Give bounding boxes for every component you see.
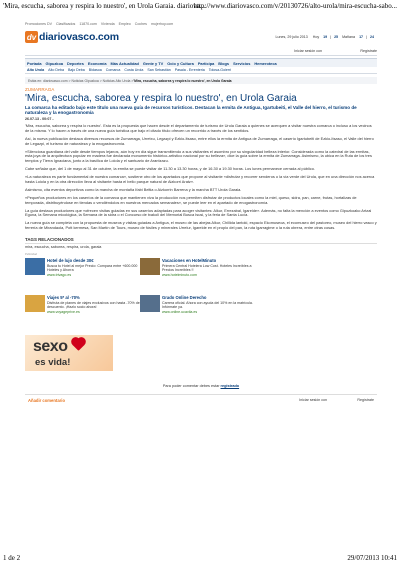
nav-item[interactable]: Hemeroteca: [254, 60, 277, 66]
ads-label: Publicidad: [25, 253, 37, 257]
ads-block: [25, 253, 377, 333]
top-links: [25, 22, 377, 28]
top-link[interactable]: Empleo: [118, 22, 131, 26]
ad-description: Disfruta de planes de viajes exclusivos con hasta -70% de descuento. ¡Hazlo socio ahora! www.voyageprive.es: [47, 301, 140, 314]
ad-image: [25, 258, 45, 275]
print-footer: [0, 554, 400, 564]
add-comment-label[interactable]: Añadir comentario: [28, 398, 65, 404]
top-link[interactable]: mujerhoy.com: [150, 22, 174, 26]
ad-banner[interactable]: [25, 335, 113, 371]
nav-item[interactable]: Ocio y Cultura: [167, 60, 194, 66]
sub-nav-item[interactable]: Comarca: [105, 68, 121, 72]
ad-item[interactable]: [25, 258, 145, 292]
page: [25, 22, 377, 404]
top-link[interactable]: Coches: [134, 22, 147, 26]
nav-item[interactable]: Deportes: [67, 60, 84, 66]
banner-headline: sexo: [33, 338, 68, 356]
ad-url[interactable]: www.online.ucavila.es: [162, 309, 198, 314]
article-paragraph: Asimismo, cita eventos deportivos como la marcha de montaña Ifabi Beltia o Aizkorrin Barrena y la marcha BTT Urola Garaia.: [25, 186, 242, 192]
ad-description: Busca tu Hotel al mejor Precio: Compara entre +600.000 Hoteles y Ahorra www.trivago.es: [47, 264, 138, 277]
ad-item[interactable]: [140, 295, 260, 329]
tags-list[interactable]: mira, escucha, saborea, respira, urola, garaia: [25, 245, 102, 250]
ad-image: [25, 295, 45, 312]
nav-item[interactable]: Blogs: [218, 60, 230, 66]
ad-title[interactable]: Viajes 5* al -70%: [47, 295, 80, 301]
weather-today-label: Hoy: [312, 35, 320, 39]
banner-tagline: es vida!: [35, 357, 71, 369]
comment-note: Para poder comentar debes estar registrado: [162, 384, 240, 389]
sub-nav-item[interactable]: Bajo Deba: [67, 68, 85, 72]
article-section: ZUMARRAGA: [25, 87, 55, 92]
ad-description: Carrera oficial. Ahora con ayuda del 10% en la matrícula. Infórmate ya. www.online.ucavila.es: [162, 301, 253, 314]
ad-url[interactable]: www.voyageprive.es: [47, 309, 80, 314]
article-paragraph: La nueva guía se completa con la propuesta de museos y visitas guiadas a Antigua, el museo de las abejas Alkur, Chillida lantoki, espacio Ekomuseoa, el ecomuseo del pastoreo, museo del hierro vasco y ferrería de Mirandaola, Pott kermesa, San Martín de Tours, museo de fósiles y minerales Urrelur, Igarelde en el propio del pan, la ruta Igarragime o la ruta obrera, entre otras cosas.: [25, 220, 377, 231]
article-paragraph: Así, la nueva publicación destaca diversos recursos de Zumarraga, Urretxu, Legazpi y Ezkio-Itsaso, entre ellos la ermita de Antigua de Zumarraga, el caserío Igartubeiti de Ezkio-Itsaso, el Valle del hierro de Legazpi, el turismo de naturaleza y la enogastronomía.: [25, 135, 374, 146]
print-page-number: 1 de 2: [3, 554, 21, 562]
top-link[interactable]: Promociones DV: [25, 22, 52, 26]
nav-item[interactable]: Economía: [87, 60, 107, 66]
breadcrumb-path[interactable]: Estás en: diariovasco.com > Noticias Gipuzkoa > Noticias Alto Urola >: [28, 78, 134, 83]
article-body: [25, 124, 377, 231]
nav-item[interactable]: Portada: [27, 60, 42, 66]
current-date: Lunes, 29 julio 2013: [275, 35, 308, 39]
sub-nav-item[interactable]: Costa Urola: [124, 68, 144, 72]
weather-tomorrow-label: Mañana: [342, 35, 356, 39]
main-nav: [25, 58, 377, 67]
login-link[interactable]: Iniciar sesión con: [294, 49, 322, 53]
top-link[interactable]: 11870.com: [79, 22, 97, 26]
registered-link[interactable]: registrado: [220, 384, 240, 389]
weather-today-low: 19: [323, 35, 328, 39]
weather-today-high: 25: [334, 35, 339, 39]
logo-badge: dv: [26, 32, 37, 42]
ad-item[interactable]: [25, 295, 145, 329]
tags-heading: TAGS RELACIONADOS: [25, 237, 377, 244]
sub-nav-item[interactable]: Tolosa-Goierri: [208, 68, 232, 72]
comment-login-link[interactable]: Iniciar sesión con: [299, 398, 327, 403]
login-row: [25, 48, 377, 56]
ad-item[interactable]: [140, 258, 260, 292]
breadcrumb: [25, 77, 377, 84]
logo-text: diariovasco.com: [39, 31, 119, 43]
article-paragraph: La guía destaca productores que «ofrecen visitas guiadas en sus caseríos adaptadas para acoger visitantes: Alkur, Errezabal, Igarelde». Además, no falta la mención a eventos como Gipuzkoako Artzai Eguna, la Semana micológica, la Semana de la sidra o el Concurso de txakoli del Memorial Busca Isusi, y la feria de Santa Lucía.: [25, 207, 372, 218]
masthead: [25, 30, 377, 48]
register-link[interactable]: Regístrate: [360, 49, 377, 53]
ad-title[interactable]: Grado Online Derecho: [162, 295, 207, 301]
ad-title[interactable]: Vacaciones en HotelMinuto: [162, 258, 217, 264]
comment-bar: [25, 394, 377, 404]
nav-item[interactable]: Gente y TV: [142, 60, 164, 66]
nav-item[interactable]: Gipuzkoa: [45, 60, 64, 66]
nav-item[interactable]: Participa: [197, 60, 215, 66]
nav-item[interactable]: Más Actualidad: [110, 60, 139, 66]
article-paragraph: 'Mira, escucha, saborea y respira lo nuestro'. Esta es la propuesta que hacen desde el departamento de turismo de Urola Garaia a quienes se acerquen a visitar nuestra comarca o incluso a los vecinos de la misma. Y lo hacen a través de una nueva guía turística que bajo el citado título ofrecen un recorrido a través de los sentidos.: [25, 123, 372, 133]
breadcrumb-current: 'Mira, escucha, saborea y respira lo nuestro', en Urola Garaia: [133, 78, 232, 83]
sub-nav-item[interactable]: San Sebastián: [147, 68, 171, 72]
article-byline: 26.07.13 - 00:07 -: [25, 116, 54, 121]
ad-image: [140, 295, 160, 312]
related-tags: [25, 237, 377, 249]
ad-url[interactable]: www.trivago.es: [47, 272, 72, 277]
weather-tomorrow-high: 24: [370, 35, 374, 39]
comment-register-link[interactable]: Regístrate: [357, 398, 374, 403]
print-header-title: 'Mira, escucha, saborea y respira lo nuestro', en Urola Garaia. diariova...: [3, 2, 206, 10]
sub-nav-item-active[interactable]: Alto Urola: [27, 68, 45, 72]
article-paragraph: «Pequeños productores en los caseríos de la comarca que mantienen viva la producción nos permiten disfrutar de productos locales como la miel, queso, sidra, pan, carne, frutas, hortalizas de temporada, distribuyéndose en tiendas o vendiéndolos en nuestros mercados semanales», se puede leer en el apartado de enogastronomía.: [25, 194, 357, 205]
dateline: Lunes, 29 julio 2013 Hoy 19 | 25 Mañana 17 | 24: [275, 35, 374, 39]
heart-icon: [72, 338, 85, 351]
ad-url[interactable]: www.hotelminuto.com: [162, 272, 197, 277]
ad-image: [140, 258, 160, 275]
site-logo[interactable]: [25, 31, 119, 43]
ad-description: Primera Central Hotelera Low Cost. Hoteles Increíbles a Precios Increíbles !! www.hotelminuto.com: [162, 264, 252, 277]
print-header: [0, 2, 400, 12]
sub-nav: [25, 67, 377, 74]
sub-nav-item[interactable]: Bidasoa: [88, 68, 102, 72]
article-subtitle: La comarca ha editado bajo este título una nueva guía de recursos turísticos. Destacan la ermita de Antigua, Igartubeiti, el Valle del hierro, el turismo de naturaleza y la enogastronomía: [25, 105, 357, 116]
article-title: 'Mira, escucha, saborea y respira lo nuestro', en Urola Garaia: [25, 93, 297, 104]
top-link[interactable]: Clasificados: [55, 22, 76, 26]
top-link[interactable]: Vivienda: [100, 22, 115, 26]
nav-item[interactable]: Servicios: [233, 60, 251, 66]
weather-tomorrow-low: 17: [359, 35, 364, 39]
ad-title[interactable]: Hotel de lujo desde 30€: [47, 258, 94, 264]
print-header-url: http://www.diariovasco.com/v/20130726/alto-urola/mira-escucha-sabo...: [193, 2, 397, 10]
sub-nav-item[interactable]: Pasaia - Errenteria: [174, 68, 205, 72]
article-paragraph: Cabe señalar que, del 1 de mayo al 31 de octubre, la ermita se puede visitar de 11.30 a 13.30 horas, y de 16.30 a 19.30 horas. Los lunes permanece cerrada al público.: [25, 166, 315, 172]
article-paragraph: «La naturaleza es parte fundamental de nuestra comarca», sostiene otro de los apartados que propone al visitante «disfrutar y recorrer senderos o la vía verde del Urola, que en una dirección nos acerca hasta Loiola y en la otra dirección lleva al visitante hasta el bello parque natural de Aizkorri Aratz».: [25, 174, 375, 184]
print-timestamp: 29/07/2013 10:41: [347, 554, 397, 562]
article-paragraph: «Silenciosa guardiana del valle desde tiempos lejanos, aún hoy en día sigue transmitiendo a sus visitantes el asombro por su singularidad belleza interior. Considerada como la catedral de las ermitas, esta joya de la arquitectura popular en madera fue declarada monumento histórico-artístico nacional por su belleza», dice la guía sobre la ermita de Zumarraga. Asimismo, la ubica en la Ruta de los tres templos y Tierra Ignaciana, junto a la basílica de Loiola y el santuario de Arantzazu.: [25, 148, 372, 164]
sub-nav-item[interactable]: Alto Deba: [48, 68, 64, 72]
